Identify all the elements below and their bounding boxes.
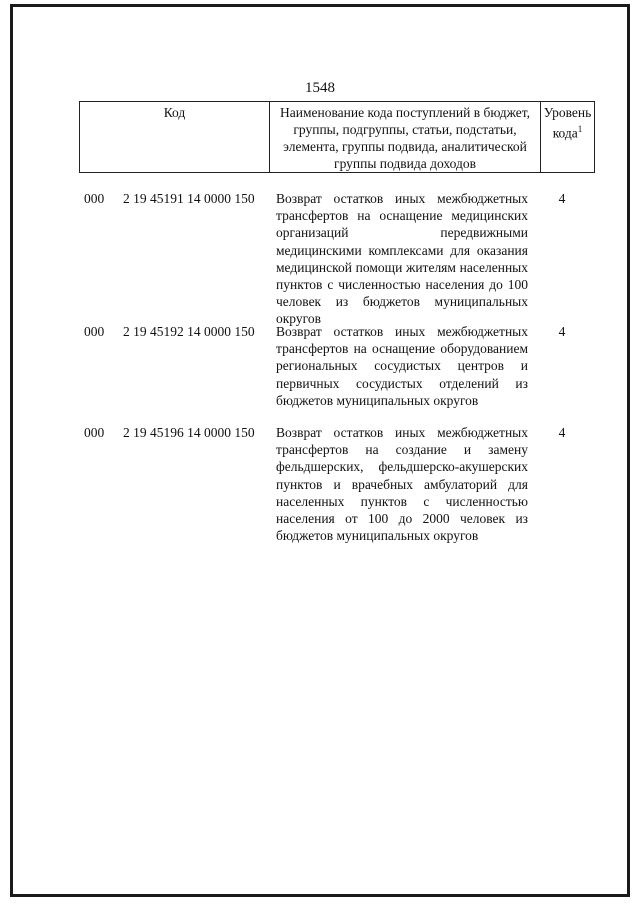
row-level: 4: [558, 425, 566, 440]
row-level: 4: [558, 191, 566, 206]
row-admin-code: 000: [84, 425, 105, 440]
header-level: [541, 102, 595, 173]
header-name: Наименование кода поступлений в бюджет, группы, подгруппы, статьи, подстатьи, элемента, группы подвида, аналитической группы подвида доходов: [270, 102, 541, 173]
row-income-name: Возврат остатков иных межбюджетных трансфертов на создание и замену фельдшерских, фельдшерско-акушерских пунктов и врачебных амбулаторий для населенных пунктов с численностью населения от 100 до 2000 человек из бюджетов муниципальных округов: [276, 425, 528, 544]
row-income-code: 2 19 45191 14 0000 150: [123, 191, 255, 206]
header-level-label: Уровень кода: [543, 105, 592, 141]
row-level: 4: [558, 324, 566, 339]
header-code: Код: [80, 102, 270, 173]
table-header: [79, 101, 595, 173]
header-level-footnote: 1: [577, 124, 583, 134]
row-income-name: Возврат остатков иных межбюджетных трансфертов на оснащение медицинских организаций передвижными медицинскими комплексами для оказания медицинской помощи жителям населенных пунктов с численностью населения до 100 человек из бюджетов муниципальных округов: [276, 191, 528, 327]
row-income-code: 2 19 45196 14 0000 150: [123, 425, 255, 440]
row-income-code: 2 19 45192 14 0000 150: [123, 324, 255, 339]
page-number: 1548: [305, 80, 335, 96]
row-income-name: Возврат остатков иных межбюджетных трансфертов на оснащение оборудованием региональных сосудистых центров и первичных сосудистых отделений из бюджетов муниципальных округов: [276, 324, 528, 408]
row-admin-code: 000: [84, 191, 105, 206]
row-admin-code: 000: [84, 324, 105, 339]
